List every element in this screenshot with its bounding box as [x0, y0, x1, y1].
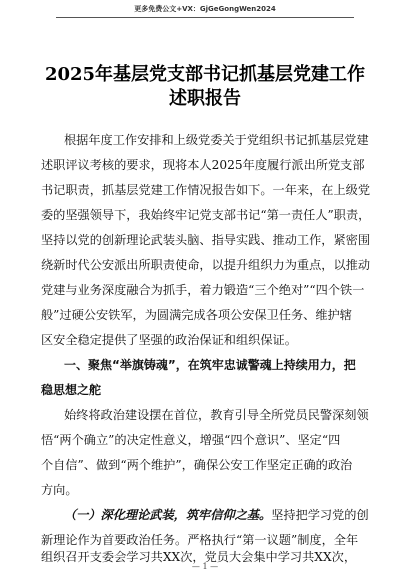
- intro-line: 党建与业务深度融合为抓手，着力锻造“三个绝对”“四个铁一: [41, 283, 365, 297]
- intro-line: 区安全稳定提供了坚强的政治保证和组织保证。: [41, 333, 297, 347]
- section-1-line: 方向。: [41, 483, 78, 497]
- intro-line: 根据年度工作安排和上级党委关于党组织书记抓基层党建: [64, 133, 369, 147]
- section-1-line: 悟“两个确立”的决定性意义，增强“四个意识”、坚定“四: [41, 433, 341, 447]
- subsection-1-text: 坚持把学习党的创: [271, 508, 369, 522]
- intro-line: 委的坚强领导下，我始终牢记党支部书记“第一责任人”职责，: [41, 208, 371, 222]
- subsection-1-line: 组织召开支委会学习共XX次，党员大会集中学习共XX次，: [41, 550, 357, 564]
- intro-line: 述职评议考核的要求，现将本人2025年度履行派出所党支部: [41, 158, 365, 172]
- section-1-heading-cont: 稳思想之舵: [41, 383, 102, 397]
- document-title-line-1: 2025年基层党支部书记抓基层党建工作: [44, 64, 366, 85]
- subsection-1-paragraph: [64, 506, 369, 523]
- subsection-1-line: 新理论作为首要政治任务。严格执行“第一议题”制度，全年: [41, 533, 359, 547]
- section-1-line: 始终将政治建设摆在首位，教育引导全所党员民警深刻领: [64, 408, 369, 422]
- page-number: — 1 —: [191, 562, 219, 571]
- section-1-heading: 一、聚焦“举旗铸魂”，在筑牢忠诚警魂上持续用力，把: [64, 358, 356, 372]
- intro-line: 书记职责，抓基层党建工作情况报告如下。一年来，在上级党: [41, 183, 371, 197]
- intro-line: 绕新时代公安派出所职责使命，以提升组织力为重点，以推动: [41, 258, 371, 272]
- intro-line: 坚持以党的创新理论武装头脑、指导实践、推动工作，紧密围: [41, 233, 371, 247]
- section-1-line: 个自信”、做到“两个维护”，确保公安工作坚定正确的政治: [41, 458, 353, 472]
- header-note: 更多免费公文+VX：GjGeGongWen2024: [134, 5, 276, 13]
- document-title-line-2: 述职报告: [169, 88, 241, 109]
- intro-line: 般”过硬公安铁军，为圆满完成各项公安保卫任务、维护辖: [41, 308, 352, 322]
- subsection-1-heading: （一）深化理论武装，筑牢信仰之基。: [64, 508, 272, 522]
- header-divider: [56, 17, 354, 18]
